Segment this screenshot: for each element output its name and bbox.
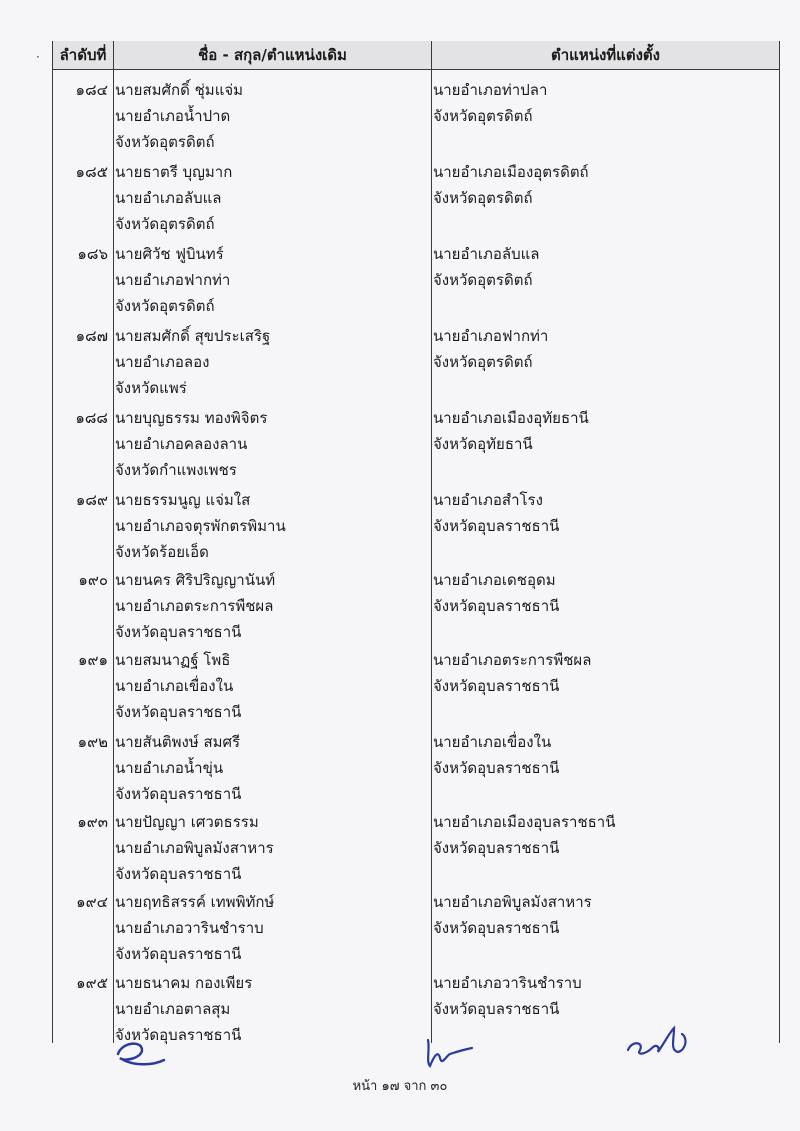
- old-position: นายอำเภอคลองลาน: [115, 435, 248, 453]
- page-number: หน้า ๑๗ จาก ๓๐: [352, 1079, 448, 1094]
- new-province: จังหวัดอุทัยธานี: [433, 435, 533, 453]
- old-info: [115, 567, 275, 645]
- old-info: [115, 241, 230, 319]
- person-name: นายนคร ศิริปริญญานันท์: [115, 571, 276, 589]
- new-info: [433, 889, 592, 941]
- person-name: นายบุญธรรม ทองพิจิตร: [115, 409, 268, 427]
- table-row: [52, 641, 780, 723]
- new-info: [433, 809, 615, 861]
- row-number: ๑๙๓: [77, 813, 108, 831]
- row-number: ๑๙๐: [78, 571, 108, 589]
- new-province: จังหวัดอุตรดิตถ์: [433, 189, 533, 207]
- new-info: [433, 970, 582, 1022]
- new-province: จังหวัดอุบลราชธานี: [433, 517, 560, 535]
- new-info: [433, 567, 559, 619]
- row-number: ๑๘๘: [75, 409, 108, 427]
- new-info: [433, 323, 548, 375]
- person-name: นายสันติพงษ์ สมศรี: [115, 733, 241, 751]
- new-province: จังหวัดอุบลราชธานี: [433, 839, 560, 857]
- old-info: [115, 77, 243, 155]
- person-name: นายฤทธิสรรค์ เทพพิทักษ์: [115, 893, 275, 911]
- new-position: นายอำเภอลับแล: [433, 245, 540, 263]
- old-info: [115, 729, 241, 807]
- new-position: นายอำเภอฟากท่า: [433, 327, 549, 345]
- new-position: นายอำเภอพิบูลมังสาหาร: [433, 893, 592, 911]
- table-row: [52, 317, 780, 399]
- person-name: นายปัญญา เศวตธรรม: [115, 813, 259, 831]
- old-province: จังหวัดกำแพงเพชร: [115, 461, 237, 479]
- table-row: [52, 235, 780, 317]
- person-name: นายธรรมนูญ แจ่มใส: [115, 491, 251, 509]
- person-name: นายธาตรี บุญมาก: [115, 163, 233, 181]
- header-new-position: ตำแหน่งที่แต่งตั้ง: [432, 41, 779, 69]
- old-info: [115, 889, 274, 967]
- old-position: นายอำเภอเขื่องใน: [115, 677, 234, 695]
- table-row: [52, 561, 780, 643]
- new-info: [433, 241, 540, 293]
- old-province: จังหวัดร้อยเอ็ด: [115, 543, 209, 561]
- old-info: [115, 323, 270, 401]
- header-bottom-border: [52, 69, 779, 70]
- table-row: [52, 803, 780, 885]
- new-info: [433, 405, 589, 457]
- table-row: [52, 399, 780, 481]
- old-position: นายอำเภอพิบูลมังสาหาร: [115, 839, 274, 857]
- table-row: [52, 481, 780, 563]
- old-position: นายอำเภอลับแล: [115, 189, 222, 207]
- old-info: [115, 159, 232, 237]
- old-position: นายอำเภอตาลสุม: [115, 1000, 231, 1018]
- new-position: นายอำเภอท่าปลา: [433, 81, 548, 99]
- row-number: ๑๘๔: [75, 81, 108, 99]
- old-position: นายอำเภอตระการพืชผล: [115, 597, 274, 615]
- row-number: ๑๙๑: [77, 651, 108, 669]
- old-position: นายอำเภอฟากท่า: [115, 271, 231, 289]
- old-position: นายอำเภอจตุรพักตรพิมาน: [115, 517, 286, 535]
- person-name: นายสมนาฏฐ์ โพธิ: [115, 651, 231, 669]
- person-name: นายสมศักดิ์ ชุ่มแจ่ม: [115, 81, 244, 99]
- new-province: จังหวัดอุบลราชธานี: [433, 919, 560, 937]
- old-province: จังหวัดอุบลราชธานี: [115, 785, 242, 803]
- person-name: นายสมศักดิ์ สุขประเสริฐ: [115, 327, 271, 345]
- row-number: ๑๘๕: [75, 163, 108, 181]
- old-position: นายอำเภอน้ำปาด: [115, 107, 231, 125]
- new-position: นายอำเภอเมืองอุบลราชธานี: [433, 813, 616, 831]
- new-province: จังหวัดอุบลราชธานี: [433, 759, 560, 777]
- old-position: นายอำเภอวารินชำราบ: [115, 919, 264, 937]
- person-name: นายธนาคม กองเพียร: [115, 974, 253, 992]
- person-name: นายศิวัช ฟูบินทร์: [115, 245, 224, 263]
- old-province: จังหวัดแพร่: [115, 379, 187, 397]
- new-position: นายอำเภอเมืองอุตรดิตถ์: [433, 163, 589, 181]
- row-number: ๑๙๒: [77, 733, 108, 751]
- signature-right: [622, 1020, 702, 1064]
- margin-mark: ·: [36, 50, 40, 64]
- table-row: [52, 883, 780, 965]
- new-province: จังหวัดอุตรดิตถ์: [433, 271, 533, 289]
- signature-left: [112, 1036, 172, 1076]
- old-province: จังหวัดอุบลราชธานี: [115, 703, 242, 721]
- new-info: [433, 647, 591, 699]
- old-info: [115, 809, 274, 887]
- row-number: ๑๘๙: [75, 491, 108, 509]
- row-number: ๑๘๖: [77, 245, 108, 263]
- old-info: [115, 647, 241, 725]
- header-number: ลำดับที่: [53, 41, 113, 69]
- table-row: [52, 153, 780, 235]
- old-province: จังหวัดอุบลราชธานี: [115, 623, 242, 641]
- old-position: นายอำเภอลอง: [115, 353, 210, 371]
- new-position: นายอำเภอเขื่องใน: [433, 733, 552, 751]
- new-info: [433, 77, 547, 129]
- old-position: นายอำเภอน้ำขุ่น: [115, 759, 224, 777]
- old-province: จังหวัดอุบลราชธานี: [115, 1026, 242, 1044]
- new-province: จังหวัดอุบลราชธานี: [433, 677, 560, 695]
- header-old-position: ชื่อ - สกุล/ตำแหน่งเดิม: [114, 41, 431, 69]
- new-info: [433, 729, 559, 781]
- new-position: นายอำเภอตระการพืชผล: [433, 651, 592, 669]
- new-position: นายอำเภอวารินชำราบ: [433, 974, 582, 992]
- new-position: นายอำเภอสำโรง: [433, 491, 543, 509]
- new-province: จังหวัดอุบลราชธานี: [433, 1000, 560, 1018]
- new-info: [433, 487, 559, 539]
- new-province: จังหวัดอุตรดิตถ์: [433, 353, 533, 371]
- row-number: ๑๘๗: [75, 327, 108, 345]
- old-province: จังหวัดอุบลราชธานี: [115, 945, 242, 963]
- row-number: ๑๙๔: [76, 893, 108, 911]
- signature-middle: [420, 1036, 480, 1076]
- table-row: [52, 723, 780, 805]
- old-province: จังหวัดอุตรดิตถ์: [115, 133, 215, 151]
- new-province: จังหวัดอุตรดิตถ์: [433, 107, 533, 125]
- new-position: นายอำเภอเมืองอุทัยธานี: [433, 409, 589, 427]
- old-province: จังหวัดอุตรดิตถ์: [115, 297, 215, 315]
- old-province: จังหวัดอุตรดิตถ์: [115, 215, 215, 233]
- old-info: [115, 487, 286, 565]
- new-position: นายอำเภอเดชอุดม: [433, 571, 556, 589]
- new-province: จังหวัดอุบลราชธานี: [433, 597, 560, 615]
- table-row: [52, 71, 780, 153]
- new-info: [433, 159, 589, 211]
- old-province: จังหวัดอุบลราชธานี: [115, 865, 242, 883]
- row-number: ๑๙๕: [76, 974, 108, 992]
- old-info: [115, 405, 267, 483]
